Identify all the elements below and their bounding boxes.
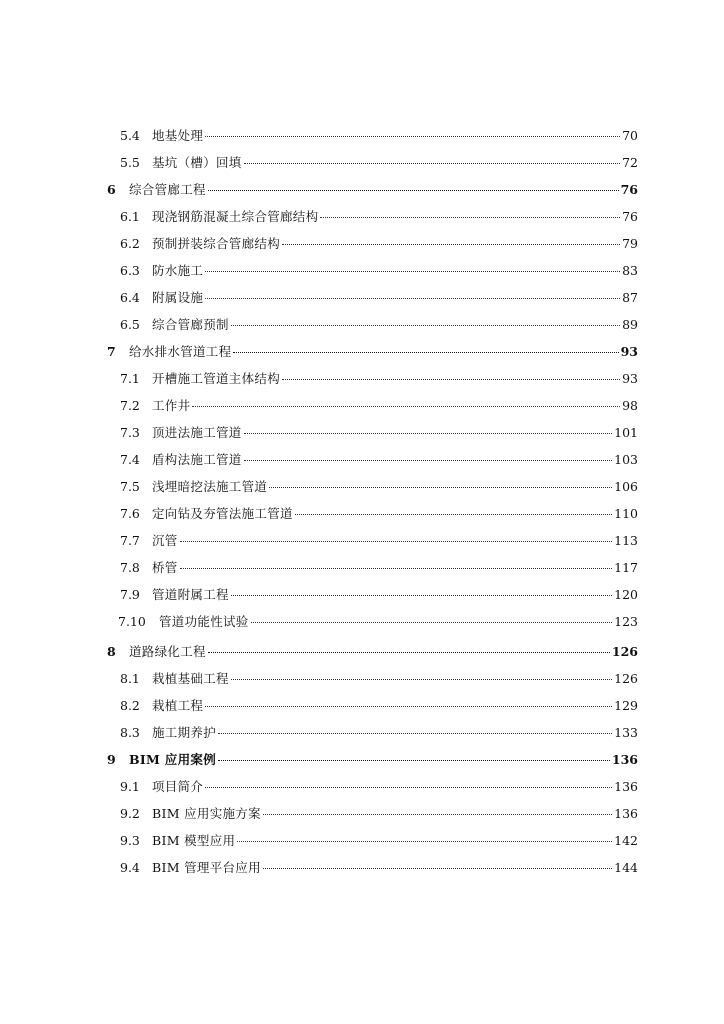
chapter-page: 76 [620, 182, 638, 197]
entry-number: 6.2 [120, 236, 140, 251]
entry-page: 110 [614, 506, 638, 521]
dot-leader [269, 487, 612, 488]
toc-chapter-8[interactable] [0, 642, 724, 662]
dot-leader [205, 787, 612, 788]
toc-entry-8-1[interactable] [0, 669, 724, 689]
entry-number: 7.7 [120, 533, 140, 548]
toc-entry-7-4[interactable] [0, 450, 724, 470]
entry-title: 盾构法施工管道 [152, 452, 242, 467]
dot-leader [218, 733, 612, 734]
entry-page: 76 [622, 209, 638, 224]
dot-leader [180, 541, 613, 542]
entry-title: BIM 管理平台应用 [152, 860, 261, 875]
entry-title: BIM 应用实施方案 [152, 806, 261, 821]
entry-page: 70 [622, 128, 638, 143]
chapter-title: 给水排水管道工程 [129, 344, 232, 359]
chapter-number: 7 [107, 344, 116, 359]
entry-page: 126 [614, 671, 638, 686]
toc-entry-6-1[interactable] [0, 207, 724, 227]
entry-number: 8.3 [120, 725, 140, 740]
entry-number: 6.1 [120, 209, 140, 224]
dot-leader [205, 706, 612, 707]
entry-title: 防水施工 [152, 263, 204, 278]
entry-title: 现浇钢筋混凝土综合管廊结构 [152, 209, 319, 224]
entry-page: 123 [614, 614, 638, 629]
dot-leader [295, 514, 612, 515]
entry-number: 8.1 [120, 671, 140, 686]
entry-number: 5.4 [120, 128, 140, 143]
toc-chapter-7[interactable] [0, 342, 724, 362]
dot-leader [205, 136, 620, 137]
toc-entry-6-4[interactable] [0, 288, 724, 308]
chapter-title: 道路绿化工程 [129, 644, 206, 659]
dot-leader [244, 460, 613, 461]
toc-entry-7-9[interactable] [0, 585, 724, 605]
dot-leader [233, 352, 618, 353]
entry-number: 5.5 [120, 155, 140, 170]
dot-leader [192, 406, 620, 407]
entry-title: 预制拼装综合管廊结构 [152, 236, 281, 251]
toc-entry-6-3[interactable] [0, 261, 724, 281]
entry-page: 103 [614, 452, 638, 467]
chapter-page: 136 [611, 752, 638, 767]
dot-leader [320, 217, 620, 218]
entry-page: 83 [622, 263, 638, 278]
entry-title: 桥管 [152, 560, 178, 575]
toc-entry-7-1[interactable] [0, 369, 724, 389]
toc-entry-7-2[interactable] [0, 396, 724, 416]
entry-page: 106 [614, 479, 638, 494]
toc-entry-7-5[interactable] [0, 477, 724, 497]
chapter-title: 综合管廊工程 [129, 182, 206, 197]
entry-page: 113 [614, 533, 638, 548]
dot-leader [237, 841, 612, 842]
toc-entry-7-10[interactable] [0, 612, 724, 632]
toc-chapter-6[interactable] [0, 180, 724, 200]
entry-title: 附属设施 [152, 290, 204, 305]
entry-number: 7.9 [120, 587, 140, 602]
entry-number: 7.8 [120, 560, 140, 575]
toc-entry-5-4[interactable] [0, 126, 724, 146]
toc-entry-8-3[interactable] [0, 723, 724, 743]
dot-leader [263, 814, 612, 815]
entry-number: 6.3 [120, 263, 140, 278]
entry-title: 顶进法施工管道 [152, 425, 242, 440]
dot-leader [205, 271, 620, 272]
entry-title: 栽植工程 [152, 698, 204, 713]
entry-number: 7.3 [120, 425, 140, 440]
dot-leader [282, 379, 620, 380]
entry-title: 综合管廊预制 [152, 317, 229, 332]
entry-title: 管道附属工程 [152, 587, 229, 602]
dot-leader [208, 190, 619, 191]
entry-title: 栽植基础工程 [152, 671, 229, 686]
entry-number: 6.4 [120, 290, 140, 305]
entry-title: 施工期养护 [152, 725, 217, 740]
toc-entry-7-3[interactable] [0, 423, 724, 443]
entry-number: 9.3 [120, 833, 140, 848]
entry-title: 定向钻及夯管法施工管道 [152, 506, 293, 521]
dot-leader [263, 868, 612, 869]
entry-page: 136 [614, 779, 638, 794]
chapter-number: 8 [107, 644, 116, 659]
dot-leader [180, 568, 613, 569]
entry-page: 144 [614, 860, 638, 875]
entry-title: 项目简介 [152, 779, 204, 794]
entry-number: 7.1 [120, 371, 140, 386]
entry-page: 142 [614, 833, 638, 848]
entry-page: 93 [622, 371, 638, 386]
chapter-number: 9 [107, 752, 116, 767]
toc-entry-6-5[interactable] [0, 315, 724, 335]
toc-entry-9-1[interactable] [0, 777, 724, 797]
entry-number: 9.2 [120, 806, 140, 821]
entry-number: 7.6 [120, 506, 140, 521]
entry-page: 101 [614, 425, 638, 440]
dot-leader [251, 622, 613, 623]
entry-page: 98 [622, 398, 638, 413]
dot-leader [244, 433, 613, 434]
entry-page: 87 [622, 290, 638, 305]
toc-entry-7-6[interactable] [0, 504, 724, 524]
dot-leader [244, 163, 620, 164]
toc-entry-9-3[interactable] [0, 831, 724, 851]
chapter-page: 126 [611, 644, 638, 659]
toc-entry-9-2[interactable] [0, 804, 724, 824]
entry-title: 管道功能性试验 [159, 614, 249, 629]
chapter-number: 6 [107, 182, 116, 197]
entry-number: 9.4 [120, 860, 140, 875]
entry-page: 136 [614, 806, 638, 821]
dot-leader [231, 325, 620, 326]
entry-page: 72 [622, 155, 638, 170]
entry-page: 120 [614, 587, 638, 602]
entry-number: 7.4 [120, 452, 140, 467]
entry-title: 基坑（槽）回填 [152, 155, 242, 170]
entry-title: BIM 模型应用 [152, 833, 236, 848]
entry-title: 沉管 [152, 533, 178, 548]
dot-leader [218, 760, 610, 761]
toc-entry-7-7[interactable] [0, 531, 724, 551]
entry-number: 7.10 [118, 614, 146, 629]
dot-leader [205, 298, 620, 299]
chapter-page: 93 [620, 344, 638, 359]
dot-leader [231, 679, 612, 680]
entry-page: 117 [614, 560, 638, 575]
entry-title: 工作井 [152, 398, 191, 413]
entry-title: 开槽施工管道主体结构 [152, 371, 281, 386]
dot-leader [231, 595, 612, 596]
toc-entry-7-8[interactable] [0, 558, 724, 578]
dot-leader [282, 244, 620, 245]
toc-entry-8-2[interactable] [0, 696, 724, 716]
entry-page: 89 [622, 317, 638, 332]
entry-title: 地基处理 [152, 128, 204, 143]
entry-number: 7.5 [120, 479, 140, 494]
toc-chapter-9[interactable] [0, 750, 724, 770]
toc-entry-9-4[interactable] [0, 858, 724, 878]
entry-page: 129 [614, 698, 638, 713]
chapter-title: BIM 应用案例 [129, 752, 217, 767]
toc-entry-6-2[interactable] [0, 234, 724, 254]
entry-page: 79 [622, 236, 638, 251]
toc-entry-5-5[interactable] [0, 153, 724, 173]
entry-page: 133 [614, 725, 638, 740]
entry-number: 7.2 [120, 398, 140, 413]
entry-title: 浅埋暗挖法施工管道 [152, 479, 268, 494]
entry-number: 8.2 [120, 698, 140, 713]
dot-leader [208, 652, 610, 653]
entry-number: 9.1 [120, 779, 140, 794]
entry-number: 6.5 [120, 317, 140, 332]
